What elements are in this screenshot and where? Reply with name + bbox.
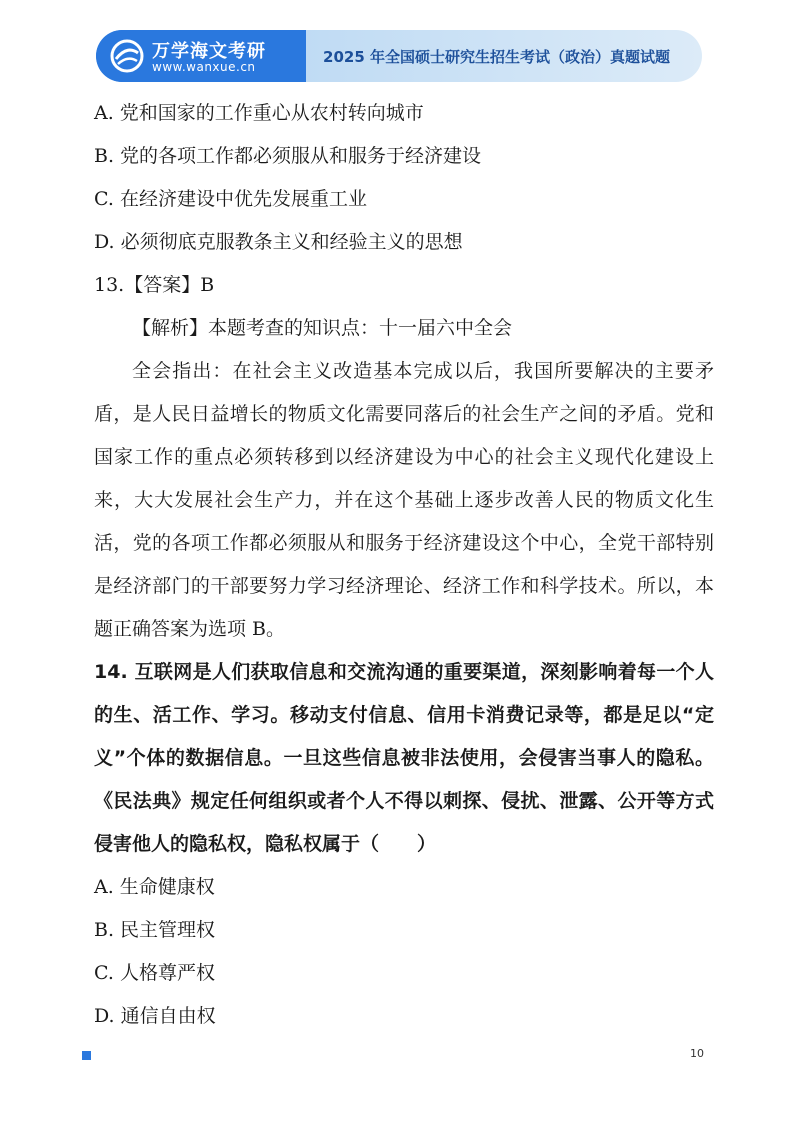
analysis-line: 【解析】本题考查的知识点：十一届六中全会	[132, 317, 513, 339]
question-14: 14. 互联网是人们获取信息和交流沟通的重要渠道，深刻影响着每一个人的生、活工作、学习。移动支付信息、信用卡消费记录等，都是足以“定义”个体的数据信息。一旦这些信息被非法使用，会侵害当事人的隐私。《民法典》规定任何组织或者个人不得以刺探、侵扰、泄露、公开等方式侵害他人的隐私权，隐私权属于（ ）	[94, 661, 714, 855]
option-c: C. 人格尊严权	[94, 962, 215, 984]
option-a: A. 生命健康权	[94, 876, 215, 898]
option-d: D. 通信自由权	[94, 1005, 216, 1027]
page-header	[96, 30, 702, 82]
page-number: 10	[690, 1047, 704, 1060]
brand-swirl-icon	[110, 39, 144, 73]
exam-title: 2025 年全国硕士研究生招生考试（政治）真题试题	[323, 48, 670, 66]
brand-name: 万学海文考研	[152, 41, 266, 62]
explanation-paragraph: 全会指出：在社会主义改造基本完成以后，我国所要解决的主要矛盾，是人民日益增长的物质文化需要同落后的社会生产之间的矛盾。党和国家工作的重点必须转移到以经济建设为中心的社会主义现代化建设上来，大大发展社会生产力，并在这个基础上逐步改善人民的物质文化生活，党的各项工作都必须服从和服务于经济建设这个中心，全党干部特别是经济部门的干部要努力学习经济理论、经济工作和科学技术。所以，本题正确答案为选项 B。	[94, 360, 714, 640]
footer-marker	[82, 1051, 91, 1060]
option-c-prev: C. 在经济建设中优先发展重工业	[94, 188, 367, 210]
option-a-prev: A. 党和国家的工作重心从农村转向城市	[94, 102, 424, 124]
brand-url: www.wanxue.cn	[152, 60, 256, 74]
page-content	[94, 92, 714, 1038]
option-b: B. 民主管理权	[94, 919, 216, 941]
option-d-prev: D. 必须彻底克服教条主义和经验主义的思想	[94, 231, 463, 253]
answer-line: 13.【答案】B	[94, 274, 215, 296]
brand-logo	[96, 30, 306, 82]
option-b-prev: B. 党的各项工作都必须服从和服务于经济建设	[94, 145, 482, 167]
